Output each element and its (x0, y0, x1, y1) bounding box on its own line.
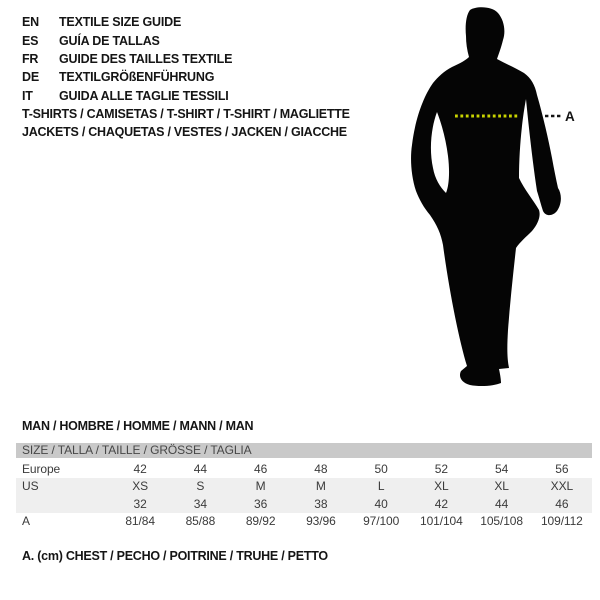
table-row-us (16, 478, 592, 496)
row-label: Europe (22, 461, 61, 476)
size-cell: 36 (254, 496, 268, 511)
man-silhouette (411, 7, 561, 386)
measure-label-a: A (565, 109, 575, 124)
size-cell: 46 (254, 461, 268, 476)
size-cell: 109/112 (540, 514, 583, 529)
size-cell: 42 (434, 496, 448, 511)
size-cell: 46 (555, 496, 569, 511)
size-cell: L (377, 479, 385, 494)
size-cell: 32 (133, 496, 147, 511)
lang-code: IT (22, 88, 33, 103)
size-cell: 44 (193, 461, 207, 476)
size-cell: 40 (374, 496, 388, 511)
lang-label: GUIDA ALLE TAGLIE TESSILI (59, 88, 229, 103)
size-cell: M (255, 479, 266, 494)
category-line-jackets: JACKETS / CHAQUETAS / VESTES / JACKEN / GIACCHE (22, 125, 347, 139)
size-cell: 52 (434, 461, 448, 476)
size-table (16, 443, 592, 530)
lang-code: EN (22, 15, 39, 30)
lang-label: GUÍA DE TALLAS (59, 33, 160, 48)
lang-label: TEXTILE SIZE GUIDE (59, 15, 182, 30)
size-cell: 48 (314, 461, 328, 476)
size-cell: XL (494, 479, 509, 494)
size-cell: 105/108 (480, 514, 523, 529)
row-label: A (22, 514, 30, 529)
lang-label: TEXTILGRÖßENFÜHRUNG (59, 70, 215, 85)
row-label: US (22, 479, 39, 494)
size-cell: S (196, 479, 205, 494)
size-cell: 85/88 (185, 514, 216, 529)
lang-code: DE (22, 70, 39, 85)
section-title-man: MAN / HOMBRE / HOMME / MANN / MAN (22, 419, 254, 433)
size-cell: XS (132, 479, 149, 494)
lang-label: GUIDE DES TAILLES TEXTILE (59, 51, 233, 66)
size-cell: XXL (550, 479, 574, 494)
size-cell: XL (434, 479, 449, 494)
size-cell: 56 (555, 461, 569, 476)
table-row-us-numeric (16, 495, 592, 513)
lang-code: ES (22, 33, 39, 48)
size-cell: 97/100 (363, 514, 400, 529)
size-cell: 38 (314, 496, 328, 511)
size-cell: 44 (495, 496, 509, 511)
size-cell: 54 (495, 461, 509, 476)
table-row-chest-a (16, 513, 592, 531)
table-row-europe (16, 460, 592, 478)
size-table-header: SIZE / TALLA / TAILLE / GRÖSSE / TAGLIA (16, 443, 592, 458)
size-cell: 89/92 (245, 514, 276, 529)
size-cell: 81/84 (125, 514, 155, 529)
size-cell: 93/96 (306, 514, 336, 529)
lang-code: FR (22, 51, 39, 66)
size-cell: M (315, 479, 326, 494)
size-cell: 42 (133, 461, 147, 476)
measurement-legend: A. (cm) CHEST / PECHO / POITRINE / TRUHE / PETTO (22, 549, 328, 563)
size-cell: 50 (374, 461, 388, 476)
size-cell: 34 (193, 496, 207, 511)
category-line-tshirts: T-SHIRTS / CAMISETAS / T-SHIRT / T-SHIRT / MAGLIETTE (22, 107, 350, 121)
size-cell: 101/104 (420, 514, 463, 529)
